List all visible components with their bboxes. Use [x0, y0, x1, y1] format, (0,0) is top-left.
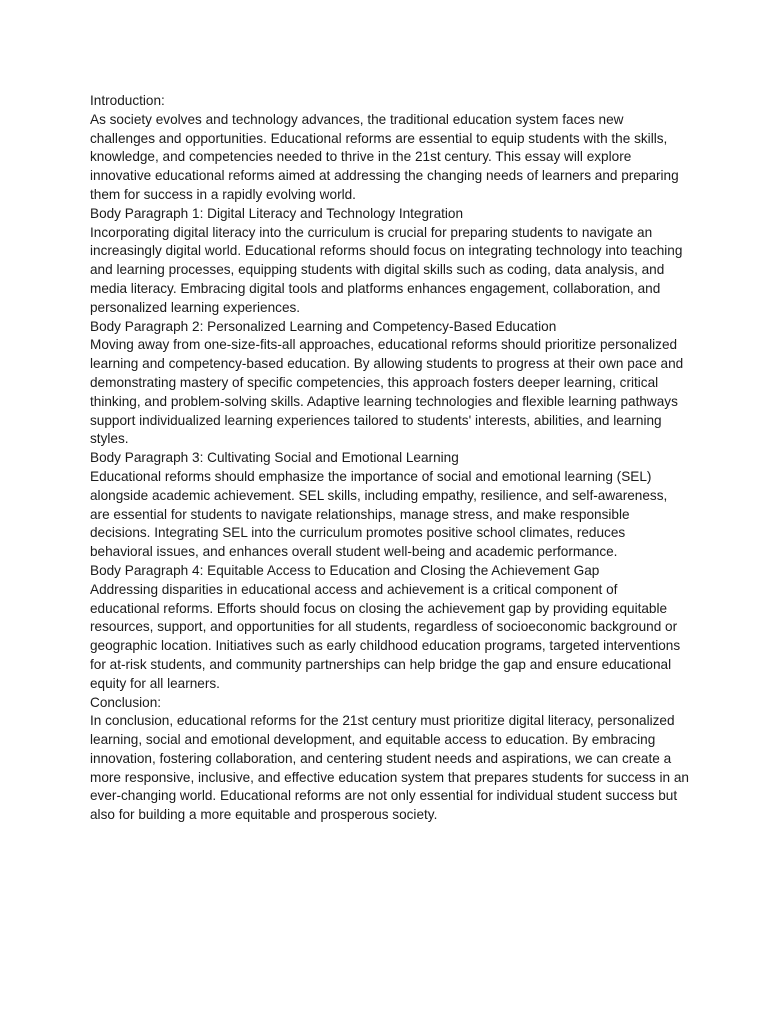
introduction-heading: Introduction: [90, 93, 165, 108]
body-paragraph-4: Addressing disparities in educational access and achievement is a critical component of educational reforms. Efforts should focus on closing the achievement gap by providing equitable resources, support, and opportunities for all students, regardless of socioeconomic background or geographic location. Initiatives such as early childhood education programs, targeted interventions for at-risk students, and community partnerships can help bridge the gap and ensure educational equity for all learners. [90, 581, 681, 691]
body-paragraph-3: Educational reforms should emphasize the importance of social and emotional learning (SEL) alongside academic achievement. SEL skills, including empathy, resilience, and self-awareness, are essential for students to navigate relationships, manage stress, and make responsible decisions. Integrating SEL into the curriculum promotes positive school climates, reduces behavioral issues, and enhances overall student well-being and academic performance. [90, 468, 668, 560]
introduction-paragraph: As society evolves and technology advances, the traditional education system faces new challenges and opportunities. Educational reforms are essential to equip students with the skills, knowledge, and competencies needed to thrive in the 21st century. This essay will explore innovative educational reforms aimed at addressing the changing needs of learners and preparing them for success in a rapidly evolving world. [90, 111, 679, 202]
body-paragraph-1: Incorporating digital literacy into the curriculum is crucial for preparing students to navigate an increasingly digital world. Educational reforms should focus on integrating technology into teaching and learning processes, equipping students with digital skills such as coding, data analysis, and media literacy. Embracing digital tools and platforms enhances engagement, collaboration, and personalized learning experiences. [90, 224, 683, 315]
document-page [90, 92, 690, 825]
conclusion-heading: Conclusion: [90, 694, 162, 710]
body-paragraph-2-heading: Body Paragraph 2: Personalized Learning and Competency-Based Education [90, 318, 557, 334]
body-paragraph-1-heading: Body Paragraph 1: Digital Literacy and Technology Integration [90, 205, 464, 221]
body-paragraph-2: Moving away from one-size-fits-all approaches, educational reforms should prioritize personalized learning and competency-based education. By allowing students to progress at their own pace and demonstrating mastery of specific competencies, this approach fosters deeper learning, critical thinking, and problem-solving skills. Adaptive learning technologies and flexible learning pathways support individualized learning experiences tailored to students' interests, abilities, and learning styles. [90, 337, 684, 447]
body-paragraph-3-heading: Body Paragraph 3: Cultivating Social and Emotional Learning [90, 450, 459, 466]
conclusion-paragraph: In conclusion, educational reforms for the 21st century must prioritize digital literacy, personalized learning, social and emotional development, and equitable access to education. By embracing innovation, fostering collaboration, and centering student needs and aspirations, we can create a more responsive, inclusive, and effective education system that prepares students for success in an ever-changing world. Educational reforms are not only essential for individual student success but also for building a more equitable and prosperous society. [90, 713, 689, 823]
body-paragraph-4-heading: Body Paragraph 4: Equitable Access to Education and Closing the Achievement Gap [90, 562, 600, 578]
